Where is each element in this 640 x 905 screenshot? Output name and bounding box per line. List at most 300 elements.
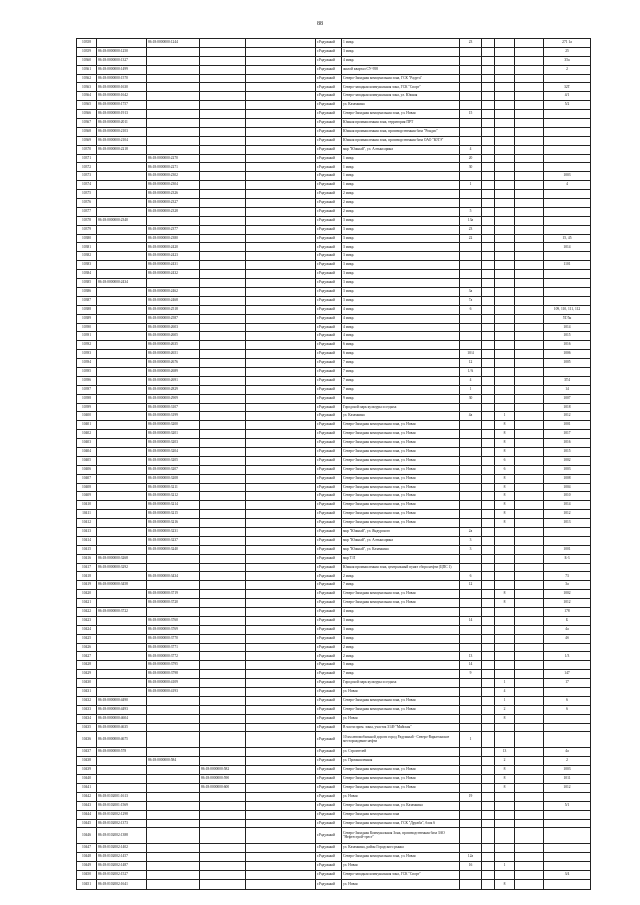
- cell-cadastral-number-alt: 86:18:0000000:3434: [147, 572, 200, 581]
- cell-room: [515, 766, 544, 775]
- cell-cadastral-number-extra: [200, 696, 246, 705]
- cell-record-number: 10372: [77, 163, 97, 172]
- cell-address: ул. Новая: [342, 714, 460, 723]
- cell-cadastral-number-extra: [200, 536, 246, 545]
- cell-area: [544, 207, 591, 216]
- table-row: [77, 510, 591, 519]
- table-row: [77, 243, 591, 252]
- cell-record-number: 10450: [77, 871, 97, 880]
- cell-apartment: [495, 154, 515, 163]
- cell-apartment: 1: [495, 696, 515, 705]
- cell-empty: [246, 828, 316, 844]
- cell-apartment: [495, 723, 515, 732]
- cell-record-number: 10358: [77, 39, 97, 48]
- cell-area: 1005: [544, 359, 591, 368]
- cell-house: 1: [460, 385, 482, 394]
- cell-locality: г.Радужный: [316, 634, 342, 643]
- cell-empty: [246, 519, 316, 528]
- cell-cadastral-number: 86:18:0000000:2434: [97, 279, 147, 288]
- cell-apartment: [495, 181, 515, 190]
- cell-cadastral-number-alt: [147, 65, 200, 74]
- cell-address: 7 микр.: [342, 359, 460, 368]
- cell-area: [544, 661, 591, 670]
- cell-apartment: 8: [495, 714, 515, 723]
- cell-locality: г.Радужный: [316, 766, 342, 775]
- cell-record-number: 10382: [77, 252, 97, 261]
- cell-empty: [246, 136, 316, 145]
- cell-locality: г.Радужный: [316, 92, 342, 101]
- cell-cadastral-number-extra: [200, 163, 246, 172]
- cell-area: 4: [544, 181, 591, 190]
- cell-house: [460, 101, 482, 110]
- cell-house: [460, 625, 482, 634]
- cell-cadastral-number-extra: [200, 563, 246, 572]
- cell-empty: [246, 163, 316, 172]
- cell-locality: г.Радужный: [316, 172, 342, 181]
- cell-cadastral-number-alt: [147, 810, 200, 819]
- cell-cadastral-number-extra: [200, 127, 246, 136]
- cell-building: [482, 474, 495, 483]
- cell-address: 7 микр.: [342, 385, 460, 394]
- cell-room: [515, 545, 544, 554]
- cell-room: [515, 163, 544, 172]
- cell-record-number: 10419: [77, 581, 97, 590]
- cell-room: [515, 332, 544, 341]
- cell-room: [515, 47, 544, 56]
- cell-locality: г.Радужный: [316, 871, 342, 880]
- cell-locality: г.Радужный: [316, 439, 342, 448]
- cell-cadastral-number: 86:18:0000000:4604: [97, 714, 147, 723]
- cell-locality: г.Радужный: [316, 714, 342, 723]
- cell-building: [482, 145, 495, 154]
- cell-record-number: 10400: [77, 412, 97, 421]
- table-row: [77, 252, 591, 261]
- property-register-table: [76, 38, 591, 890]
- cell-empty: [246, 65, 316, 74]
- table-row: [77, 792, 591, 801]
- cell-house: [460, 590, 482, 599]
- table-row: [77, 314, 591, 323]
- cell-apartment: [495, 608, 515, 617]
- cell-locality: г.Радужный: [316, 110, 342, 119]
- cell-empty: [246, 801, 316, 810]
- cell-cadastral-number: [97, 527, 147, 536]
- cell-house: 10/4: [460, 350, 482, 359]
- cell-record-number: 10434: [77, 714, 97, 723]
- cell-address: ул. Новая: [342, 862, 460, 871]
- cell-room: [515, 323, 544, 332]
- table-row: [77, 670, 591, 679]
- cell-address: мкр "Южный", ул. Казамкина: [342, 545, 460, 554]
- cell-empty: [246, 47, 316, 56]
- cell-area: 147: [544, 670, 591, 679]
- cell-room: [515, 474, 544, 483]
- cell-locality: г.Радужный: [316, 581, 342, 590]
- table-row: [77, 216, 591, 225]
- cell-address: мкр "Южный", ул. Яндурского: [342, 527, 460, 536]
- cell-cadastral-number: [97, 492, 147, 501]
- cell-address: 3 микр.: [342, 625, 460, 634]
- cell-apartment: [495, 367, 515, 376]
- cell-cadastral-number: [97, 670, 147, 679]
- cell-room: [515, 871, 544, 880]
- cell-empty: [246, 110, 316, 119]
- cell-empty: [246, 350, 316, 359]
- cell-locality: г.Радужный: [316, 862, 342, 871]
- table-row: [77, 853, 591, 862]
- cell-cadastral-number: 86:18:0000000:1327: [97, 56, 147, 65]
- cell-record-number: 10361: [77, 65, 97, 74]
- cell-apartment: 8: [495, 766, 515, 775]
- cell-address: Северо-Западная коммунальная зона: [342, 810, 460, 819]
- cell-room: [515, 483, 544, 492]
- cell-address: 2 микр.: [342, 199, 460, 208]
- cell-address: Южная промышленная зона, центральный пункт сбора нефти (ЦПС 1): [342, 563, 460, 572]
- cell-room: [515, 216, 544, 225]
- cell-empty: [246, 323, 316, 332]
- cell-empty: [246, 465, 316, 474]
- table-row: [77, 199, 591, 208]
- cell-area: 35а: [544, 56, 591, 65]
- cell-building: [482, 652, 495, 661]
- cell-locality: г.Радужный: [316, 519, 342, 528]
- cell-empty: [246, 56, 316, 65]
- cell-room: [515, 243, 544, 252]
- cell-cadastral-number: 86:18:0000000:2011: [97, 119, 147, 128]
- cell-apartment: 8: [495, 590, 515, 599]
- cell-cadastral-number: 86:18:0000000:1499: [97, 65, 147, 74]
- cell-cadastral-number-alt: [147, 792, 200, 801]
- cell-locality: г.Радужный: [316, 510, 342, 519]
- cell-cadastral-number-extra: [200, 474, 246, 483]
- cell-house: [460, 608, 482, 617]
- cell-room: [515, 412, 544, 421]
- cell-building: [482, 757, 495, 766]
- cell-empty: [246, 385, 316, 394]
- table-row: [77, 172, 591, 181]
- cell-empty: [246, 367, 316, 376]
- cell-area: [544, 819, 591, 828]
- cell-building: [482, 783, 495, 792]
- cell-apartment: [495, 199, 515, 208]
- cell-address: Северо-Западная коммунальная зона, ГСК "Радуга": [342, 74, 460, 83]
- cell-address: 1 микр.: [342, 154, 460, 163]
- cell-cadastral-number: 86:18:0000000:3292: [97, 563, 147, 572]
- table-row: [77, 385, 591, 394]
- cell-address: 4 микр.: [342, 314, 460, 323]
- cell-building: [482, 279, 495, 288]
- cell-building: [482, 412, 495, 421]
- cell-area: [544, 828, 591, 844]
- cell-cadastral-number-extra: [200, 243, 246, 252]
- cell-building: [482, 536, 495, 545]
- cell-house: [460, 828, 482, 844]
- cell-area: [544, 563, 591, 572]
- cell-locality: г.Радужный: [316, 270, 342, 279]
- cell-cadastral-number-alt: 86:18:0000000:3760: [147, 616, 200, 625]
- cell-house: [460, 714, 482, 723]
- cell-empty: [246, 39, 316, 48]
- cell-area: 1012: [544, 510, 591, 519]
- cell-area: 17: [544, 679, 591, 688]
- cell-room: [515, 341, 544, 350]
- cell-apartment: [495, 545, 515, 554]
- cell-locality: г.Радужный: [316, 501, 342, 510]
- cell-house: [460, 783, 482, 792]
- cell-area: 4а: [544, 625, 591, 634]
- table-row: [77, 163, 591, 172]
- cell-area: 5/1: [544, 801, 591, 810]
- cell-area: 1008: [544, 474, 591, 483]
- cell-record-number: 10387: [77, 296, 97, 305]
- cell-cadastral-number-extra: [200, 252, 246, 261]
- cell-building: [482, 252, 495, 261]
- cell-address: 7 микр.: [342, 581, 460, 590]
- cell-cadastral-number: [97, 39, 147, 48]
- cell-building: [482, 634, 495, 643]
- cell-empty: [246, 661, 316, 670]
- cell-cadastral-number: 86:18:0102002:1641: [97, 879, 147, 889]
- cell-house: 19: [460, 792, 482, 801]
- cell-record-number: 10445: [77, 819, 97, 828]
- cell-cadastral-number-extra: [200, 56, 246, 65]
- cell-house: [460, 819, 482, 828]
- cell-record-number: 10360: [77, 56, 97, 65]
- cell-area: [544, 853, 591, 862]
- cell-apartment: [495, 643, 515, 652]
- cell-building: [482, 670, 495, 679]
- cell-apartment: 8: [495, 510, 515, 519]
- cell-record-number: 10433: [77, 705, 97, 714]
- cell-address: Северо-Западная коммунальная зона, ул. Новая: [342, 474, 460, 483]
- cell-house: [460, 871, 482, 880]
- cell-cadastral-number-alt: 86:18:0000000:3769: [147, 625, 200, 634]
- cell-apartment: 8: [495, 439, 515, 448]
- cell-apartment: [495, 56, 515, 65]
- cell-room: [515, 314, 544, 323]
- table-row: [77, 207, 591, 216]
- cell-cadastral-number-extra: [200, 828, 246, 844]
- cell-locality: г.Радужный: [316, 65, 342, 74]
- table-row: [77, 47, 591, 56]
- cell-house: [460, 810, 482, 819]
- cell-room: [515, 819, 544, 828]
- cell-apartment: [495, 314, 515, 323]
- cell-record-number: 10389: [77, 314, 97, 323]
- cell-building: [482, 510, 495, 519]
- cell-address: ул. Казамкина, район Городского рынка: [342, 844, 460, 853]
- cell-building: [482, 723, 495, 732]
- cell-locality: г.Радужный: [316, 810, 342, 819]
- cell-cadastral-number: [97, 572, 147, 581]
- cell-apartment: 1: [495, 862, 515, 871]
- table-row: [77, 465, 591, 474]
- cell-locality: г.Радужный: [316, 844, 342, 853]
- table-row: [77, 56, 591, 65]
- cell-cadastral-number-extra: [200, 483, 246, 492]
- cell-cadastral-number-alt: 86:18:0000000:2377: [147, 225, 200, 234]
- cell-house: 30: [460, 394, 482, 403]
- cell-empty: [246, 483, 316, 492]
- cell-cadastral-number-extra: [200, 757, 246, 766]
- cell-cadastral-number-alt: [147, 853, 200, 862]
- cell-room: [515, 296, 544, 305]
- cell-building: [482, 527, 495, 536]
- table-row: [77, 305, 591, 314]
- cell-locality: г.Радужный: [316, 599, 342, 608]
- cell-record-number: 10406: [77, 465, 97, 474]
- cell-room: [515, 190, 544, 199]
- cell-cadastral-number-extra: [200, 145, 246, 154]
- cell-apartment: [495, 39, 515, 48]
- cell-record-number: 10366: [77, 110, 97, 119]
- cell-building: [482, 714, 495, 723]
- cell-address: 10 км автомобильной дороги город Радужный - Северо-Варьеганское месторождение нефти: [342, 732, 460, 748]
- cell-address: Северо-Западная коммунальная зона, ул. Новая: [342, 510, 460, 519]
- cell-building: [482, 261, 495, 270]
- cell-room: [515, 661, 544, 670]
- cell-empty: [246, 554, 316, 563]
- cell-cadastral-number-extra: [200, 554, 246, 563]
- cell-locality: г.Радужный: [316, 119, 342, 128]
- cell-cadastral-number-extra: [200, 545, 246, 554]
- table-row: [77, 261, 591, 270]
- cell-cadastral-number-alt: 86:18:0000000:2420: [147, 243, 200, 252]
- cell-cadastral-number-alt: 86:18:0000000:3215: [147, 510, 200, 519]
- cell-house: 3: [460, 545, 482, 554]
- cell-empty: [246, 783, 316, 792]
- cell-cadastral-number-alt: 86:18:0000000:584: [147, 757, 200, 766]
- cell-locality: г.Радужный: [316, 341, 342, 350]
- table-row: [77, 127, 591, 136]
- cell-record-number: 10416: [77, 554, 97, 563]
- cell-apartment: [495, 572, 515, 581]
- cell-house: 4а: [460, 412, 482, 421]
- cell-address: ул. Казамкина: [342, 412, 460, 421]
- cell-building: [482, 871, 495, 880]
- cell-address: 4 микр.: [342, 323, 460, 332]
- cell-address: 3 микр.: [342, 616, 460, 625]
- cell-address: жилой квартал СУ-958: [342, 65, 460, 74]
- cell-empty: [246, 199, 316, 208]
- cell-cadastral-number-extra: [200, 110, 246, 119]
- cell-house: 16: [460, 862, 482, 871]
- cell-house: [460, 844, 482, 853]
- cell-cadastral-number-extra: [200, 599, 246, 608]
- cell-building: [482, 83, 495, 92]
- cell-cadastral-number-extra: [200, 661, 246, 670]
- cell-cadastral-number-extra: [200, 572, 246, 581]
- cell-empty: [246, 819, 316, 828]
- cell-apartment: [495, 853, 515, 862]
- cell-cadastral-number: [97, 190, 147, 199]
- cell-cadastral-number: [97, 403, 147, 412]
- cell-house: 12а: [460, 853, 482, 862]
- table-row: [77, 775, 591, 784]
- cell-building: [482, 110, 495, 119]
- cell-building: [482, 403, 495, 412]
- cell-room: [515, 270, 544, 279]
- table-row: [77, 341, 591, 350]
- cell-area: [544, 792, 591, 801]
- cell-apartment: [495, 625, 515, 634]
- cell-locality: г.Радужный: [316, 367, 342, 376]
- cell-room: [515, 83, 544, 92]
- cell-cadastral-number-extra: [200, 819, 246, 828]
- cell-cadastral-number: [97, 199, 147, 208]
- cell-cadastral-number: [97, 447, 147, 456]
- cell-cadastral-number: 86:18:0000000:1913: [97, 110, 147, 119]
- cell-cadastral-number-alt: [147, 696, 200, 705]
- cell-cadastral-number-extra: [200, 581, 246, 590]
- cell-address: Северо-Западная коммунальная зона, ул. Новая: [342, 501, 460, 510]
- table-row: [77, 748, 591, 757]
- cell-house: 22: [460, 234, 482, 243]
- cell-empty: [246, 616, 316, 625]
- cell-area: 6: [544, 705, 591, 714]
- cell-house: [460, 252, 482, 261]
- cell-apartment: [495, 119, 515, 128]
- cell-address: Северо-Западная коммунальная зона, ул. Новая: [342, 483, 460, 492]
- cell-cadastral-number-alt: 86:18:0000000:2605: [147, 332, 200, 341]
- cell-room: [515, 154, 544, 163]
- cell-empty: [246, 670, 316, 679]
- cell-building: [482, 465, 495, 474]
- cell-locality: г.Радужный: [316, 127, 342, 136]
- cell-empty: [246, 527, 316, 536]
- cell-area: [544, 296, 591, 305]
- cell-locality: г.Радужный: [316, 181, 342, 190]
- table-row: [77, 819, 591, 828]
- cell-address: 3 микр.: [342, 252, 460, 261]
- cell-apartment: 8: [495, 783, 515, 792]
- table-row: [77, 332, 591, 341]
- cell-apartment: [495, 581, 515, 590]
- cell-cadastral-number-alt: 86:18:0000000:2271: [147, 163, 200, 172]
- cell-cadastral-number: [97, 775, 147, 784]
- cell-area: [544, 862, 591, 871]
- cell-apartment: [495, 101, 515, 110]
- cell-building: [482, 225, 495, 234]
- cell-building: [482, 65, 495, 74]
- cell-apartment: [495, 670, 515, 679]
- cell-apartment: [495, 554, 515, 563]
- cell-empty: [246, 172, 316, 181]
- cell-record-number: 10377: [77, 207, 97, 216]
- cell-building: [482, 127, 495, 136]
- cell-locality: г.Радужный: [316, 616, 342, 625]
- cell-address: Северо-Западная коммунальная зона, ул. Новая: [342, 439, 460, 448]
- cell-empty: [246, 474, 316, 483]
- cell-apartment: [495, 47, 515, 56]
- cell-empty: [246, 412, 316, 421]
- table-row: [77, 145, 591, 154]
- cell-address: 3 микр.: [342, 216, 460, 225]
- cell-building: [482, 705, 495, 714]
- cell-house: [460, 332, 482, 341]
- cell-cadastral-number-alt: [147, 801, 200, 810]
- cell-area: [544, 145, 591, 154]
- cell-cadastral-number-alt: [147, 279, 200, 288]
- cell-cadastral-number-extra: [200, 608, 246, 617]
- cell-apartment: 1: [495, 412, 515, 421]
- cell-empty: [246, 545, 316, 554]
- cell-record-number: 10359: [77, 47, 97, 56]
- table-row: [77, 862, 591, 871]
- cell-area: [544, 879, 591, 889]
- cell-building: [482, 679, 495, 688]
- cell-area: [544, 119, 591, 128]
